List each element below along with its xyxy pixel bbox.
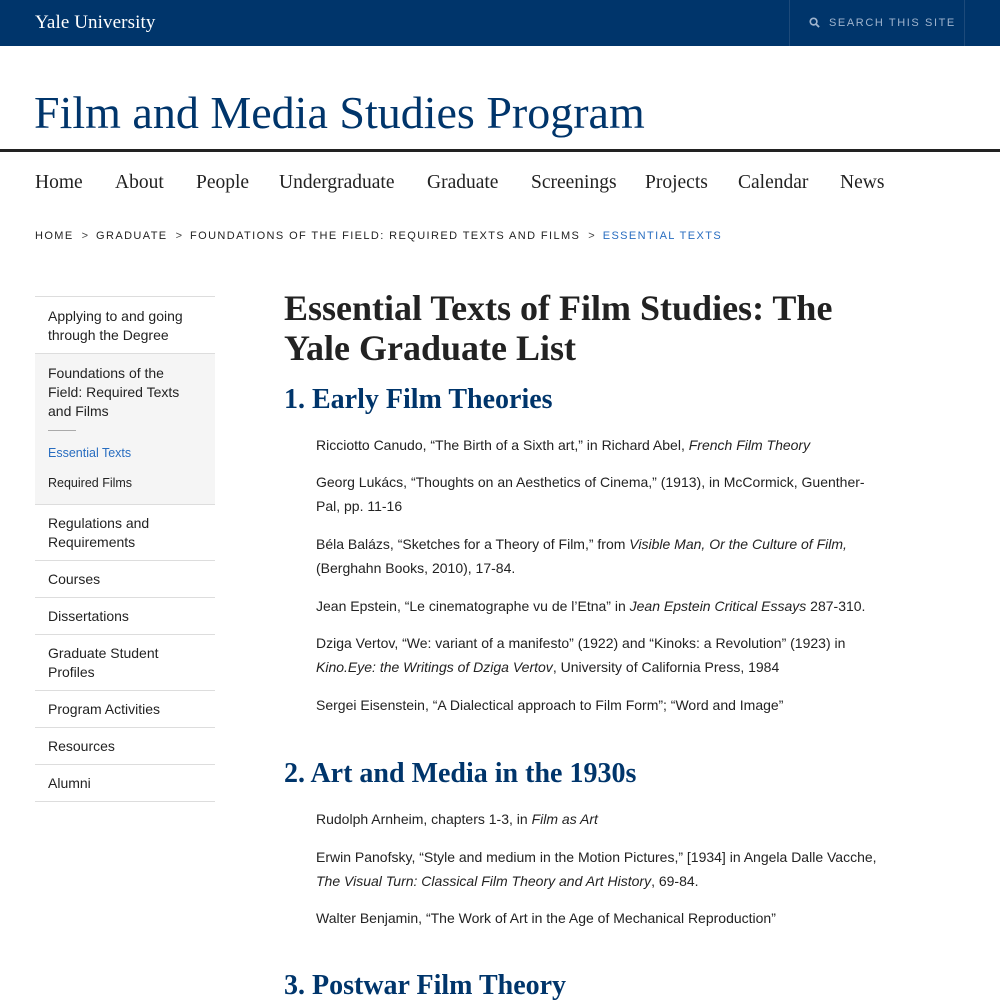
sidebar-item-profiles[interactable]: Graduate Student Profiles — [35, 635, 215, 691]
breadcrumb-separator: > — [175, 230, 182, 242]
page-title: Essential Texts of Film Studies: The Yale Graduate List — [284, 288, 833, 368]
text-entry — [316, 532, 888, 580]
nav-undergraduate[interactable]: Undergraduate — [279, 172, 395, 193]
nav-screenings[interactable]: Screenings — [531, 172, 617, 193]
entry-title: French Film Theory — [688, 437, 811, 453]
section-heading: 3. Postwar Film Theory — [284, 970, 567, 1000]
sidebar-item-applying[interactable]: Applying to and going through the Degree — [35, 297, 215, 354]
text-entry — [316, 470, 888, 518]
entry-text: Ricciotto Canudo, “The Birth of a Sixth art,” in Richard Abel, — [316, 437, 689, 453]
text-entry — [316, 631, 888, 679]
entry-text: , 69-84. — [651, 873, 699, 889]
text-entry — [316, 693, 888, 717]
text-entry — [316, 594, 888, 618]
entry-text: , University of California Press, 1984 — [552, 659, 780, 675]
breadcrumb-graduate[interactable]: GRADUATE — [96, 230, 168, 242]
breadcrumb — [35, 230, 722, 242]
text-entry — [316, 906, 888, 930]
entry-title: Visible Man, Or the Culture of Film, — [629, 536, 847, 552]
entry-title: The Visual Turn: Classical Film Theory and Art History — [316, 873, 652, 889]
text-entry — [316, 807, 888, 831]
nav-news[interactable]: News — [840, 172, 885, 193]
nav-projects[interactable]: Projects — [645, 172, 708, 193]
sidebar-item-alumni[interactable]: Alumni — [35, 765, 215, 802]
main-content — [284, 288, 894, 1000]
breadcrumb-foundations[interactable]: FOUNDATIONS OF THE FIELD: REQUIRED TEXTS AND FILMS — [190, 230, 581, 242]
text-entry — [316, 845, 888, 893]
sidebar-item-activities[interactable]: Program Activities — [35, 691, 215, 728]
breadcrumb-home[interactable]: HOME — [35, 230, 74, 242]
nav-home[interactable]: Home — [35, 172, 83, 193]
entry-text: Georg Lukács, “Thoughts on an Aesthetics of Cinema,” (1913), in McCormick, Guenther-Pal, pp. 11-16 — [316, 474, 865, 514]
sidebar-subitem-essential-texts[interactable]: Essential Texts — [48, 446, 132, 460]
entry-text: Dziga Vertov, “We: variant of a manifesto” (1922) and “Kinoks: a Revolution” (1923) in — [316, 635, 846, 651]
section-heading: 1. Early Film Theories — [284, 384, 553, 415]
breadcrumb-separator: > — [588, 230, 595, 242]
nav-calendar[interactable]: Calendar — [738, 172, 809, 193]
entry-text: Rudolph Arnheim, chapters 1-3, in — [316, 811, 532, 827]
text-entry — [316, 433, 888, 457]
top-bar — [0, 0, 1000, 46]
entry-text: Jean Epstein, “Le cinematographe vu de l’Etna” in — [316, 598, 630, 614]
group-divider — [48, 430, 76, 431]
yale-brand-link[interactable]: Yale University — [35, 12, 156, 33]
search-icon — [809, 17, 820, 28]
sidebar-item-regulations[interactable]: Regulations and Requirements — [35, 505, 215, 561]
nav-graduate[interactable]: Graduate — [427, 172, 499, 193]
nav-about[interactable]: About — [115, 172, 164, 193]
entry-text: (Berghahn Books, 2010), 17-84. — [316, 560, 516, 576]
breadcrumb-current: ESSENTIAL TEXTS — [602, 230, 723, 242]
sidebar-item-resources[interactable]: Resources — [35, 728, 215, 765]
entry-text: Walter Benjamin, “The Work of Art in the Age of Mechanical Reproduction” — [316, 910, 776, 926]
section-heading: 2. Art and Media in the 1930s — [284, 758, 637, 789]
nav-people[interactable]: People — [196, 172, 250, 193]
sidebar-subitem-required-films[interactable]: Required Films — [48, 476, 133, 490]
search-button[interactable] — [789, 0, 965, 46]
entry-title: Kino.Eye: the Writings of Dziga Vertov — [316, 659, 553, 675]
entry-title: Jean Epstein Critical Essays — [629, 598, 807, 614]
sidebar-item-foundations[interactable]: Foundations of the Field: Required Texts and Films — [48, 365, 180, 419]
sidebar-nav — [35, 296, 215, 802]
search-label: SEARCH THIS SITE — [829, 17, 956, 29]
sidebar-item-courses[interactable]: Courses — [35, 561, 215, 598]
breadcrumb-separator: > — [81, 230, 89, 242]
entry-text: Erwin Panofsky, “Style and medium in the Motion Pictures,” [1934] in Angela Dalle Vacche, — [316, 849, 877, 865]
entry-title: Film as Art — [531, 811, 598, 827]
entry-text: 287-310. — [806, 598, 866, 614]
entry-text: Béla Balázs, “Sketches for a Theory of Film,” from — [316, 536, 630, 552]
sidebar-item-dissertations[interactable]: Dissertations — [35, 598, 215, 635]
sidebar-group-foundations — [35, 354, 215, 505]
title-divider — [0, 149, 1000, 152]
site-title[interactable]: Film and Media Studies Program — [34, 87, 645, 138]
entry-text: Sergei Eisenstein, “A Dialectical approach to Film Form”; “Word and Image” — [316, 697, 784, 713]
